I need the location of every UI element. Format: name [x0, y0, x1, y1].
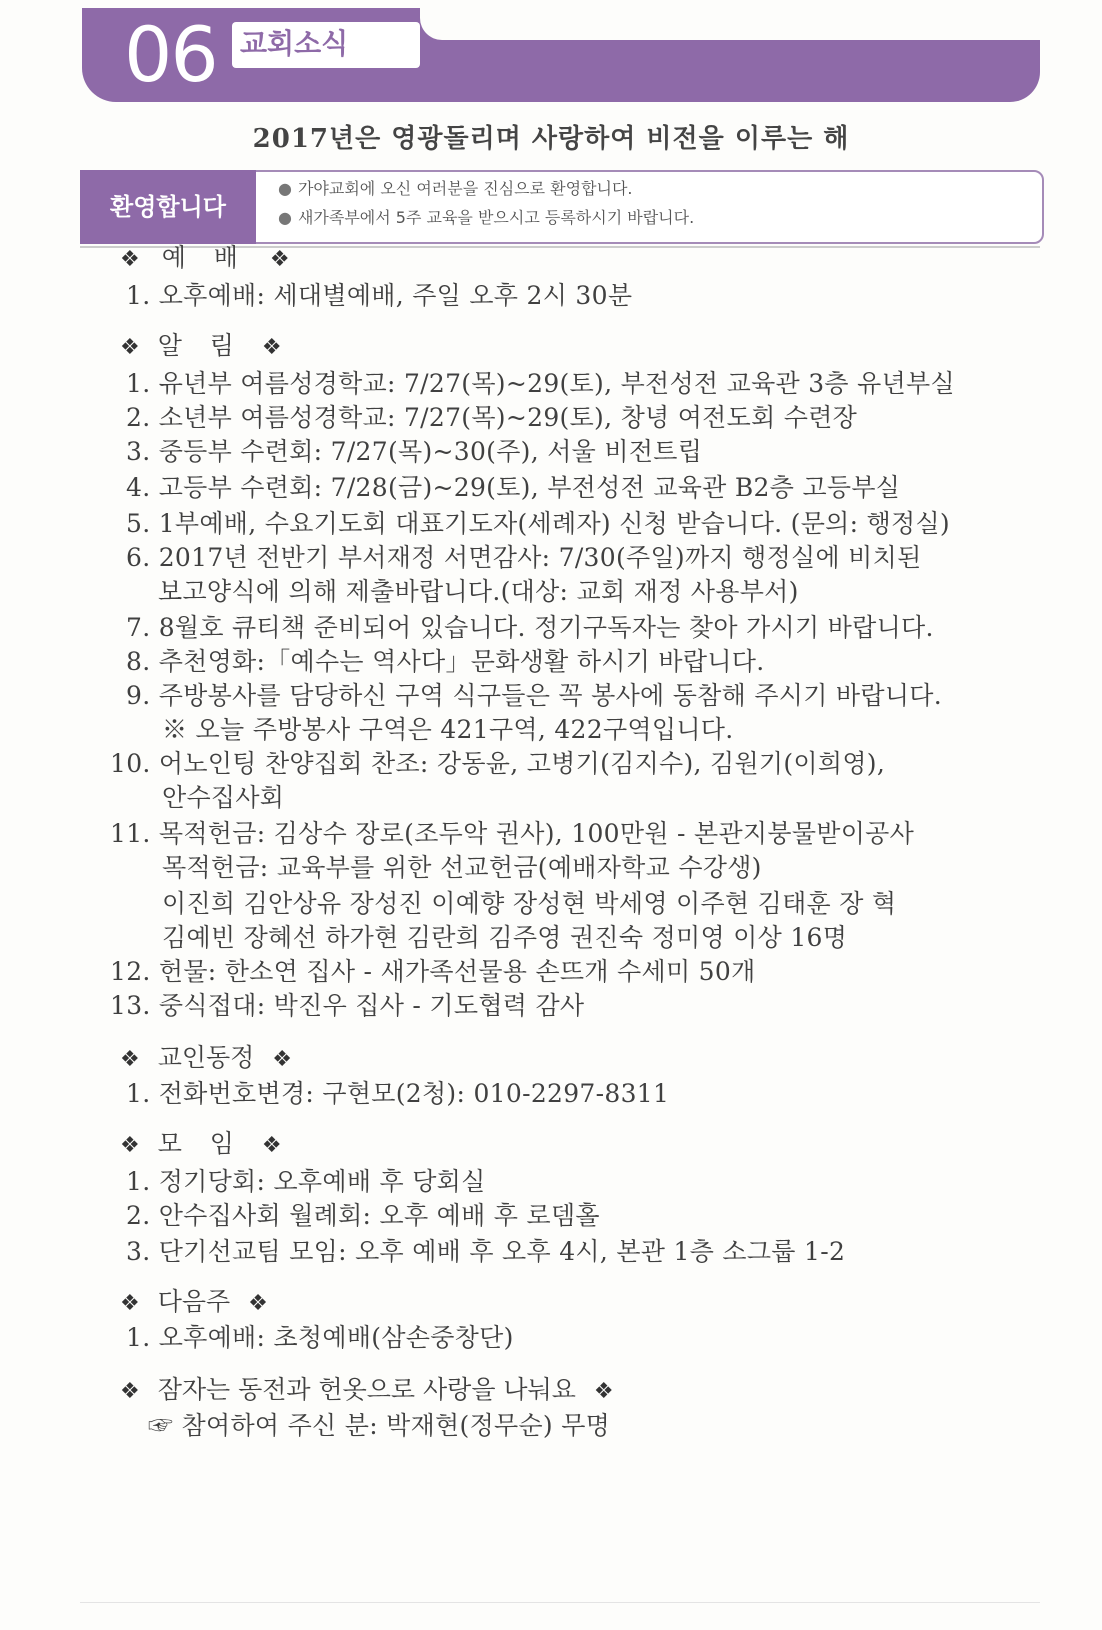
section-heading-donation [120, 1370, 614, 1406]
ornament-icon: ❖ [272, 1047, 292, 1072]
ornament-icon: ❖ [120, 1379, 140, 1404]
welcome-line-text: 가야교회에 오신 여러분을 진심으로 환영합니다. [297, 179, 633, 198]
ornament-icon: ❖ [248, 1291, 268, 1316]
section-heading-meetings [120, 1124, 282, 1160]
heading-text: 다음주 [157, 1287, 231, 1316]
list-item: 2. 소년부 여름성경학교: 7/27(목)~29(토), 창녕 여전도회 수련장 [126, 403, 858, 432]
ornament-icon: ❖ [120, 335, 140, 360]
list-item: 1. 정기당회: 오후예배 후 당회실 [126, 1167, 486, 1196]
list-item: 4. 고등부 수련회: 7/28(금)~29(토), 부전성전 교육관 B2층 고등부실 [126, 473, 901, 502]
list-item-continued: 보고양식에 의해 제출바랍니다.(대상: 교회 재정 사용부서) [158, 577, 799, 606]
list-item-continued: 안수집사회 [162, 783, 285, 812]
heading-text: 모 임 [157, 1129, 244, 1158]
ornament-icon: ❖ [120, 247, 140, 272]
list-item: 3. 중등부 수련회: 7/27(목)~30(주), 서울 비전트립 [126, 437, 703, 466]
ornament-icon: ❖ [261, 335, 282, 360]
list-item-continued: 목적헌금: 교육부를 위한 선교헌금(예배자학교 수강생) [162, 853, 762, 882]
annual-motto: 2017년은 영광돌리며 사랑하여 비전을 이루는 해 [252, 124, 850, 154]
list-item: 11. 목적헌금: 김상수 장로(조두악 권사), 100만원 - 본관지붕물받이공사 [110, 819, 915, 848]
welcome-line [278, 176, 633, 199]
welcome-line-text: 새가족부에서 5주 교육을 받으시고 등록하시기 바랍니다. [297, 208, 695, 227]
list-item-continued: 이진희 김안상유 장성진 이예향 장성현 박세영 이주현 김태훈 장 혁 [162, 889, 897, 918]
header-cutout [420, 8, 1040, 40]
ornament-icon: ❖ [593, 1379, 614, 1404]
list-item: 13. 중식접대: 박진우 집사 - 기도협력 감사 [110, 991, 585, 1020]
list-item-continued: 김예빈 장혜선 하가현 김란희 김주영 권진숙 정미영 이상 16명 [162, 923, 848, 952]
list-item: 1. 오후예배: 세대별예배, 주일 오후 2시 30분 [126, 281, 633, 310]
list-item: ☞ 참여하여 주신 분: 박재현(정무순) 무명 [148, 1411, 611, 1440]
section-heading-next-week [120, 1282, 268, 1318]
section-title: 교회소식 [240, 27, 349, 60]
ornament-icon: ❖ [269, 247, 290, 272]
list-item: 1. 전화번호변경: 구현모(2청): 010-2297-8311 [126, 1079, 670, 1108]
list-item: 3. 단기선교팀 모임: 오후 예배 후 오후 4시, 본관 1층 소그룹 1-2 [126, 1237, 846, 1266]
welcome-line [278, 205, 694, 228]
section-heading-worship [120, 238, 290, 274]
bullet-icon: ● [278, 208, 292, 227]
ornament-icon: ❖ [120, 1133, 140, 1158]
section-number: 06 [124, 10, 217, 99]
list-item: 1. 유년부 여름성경학교: 7/27(목)~29(토), 부전성전 교육관 3층 유년부실 [126, 369, 955, 398]
ornament-icon: ❖ [120, 1047, 140, 1072]
list-item: 5. 1부예배, 수요기도회 대표기도자(세례자) 신청 받습니다. (문의: 행정실) [126, 509, 950, 538]
heading-text: 알 림 [157, 331, 244, 360]
bullet-icon: ● [278, 179, 292, 198]
list-item: 2. 안수집사회 월례회: 오후 예배 후 로뎀홀 [126, 1201, 600, 1230]
welcome-label: 환영합니다 [110, 193, 226, 221]
section-heading-members [120, 1038, 292, 1074]
ornament-icon: ❖ [261, 1133, 282, 1158]
list-item: 9. 주방봉사를 담당하신 구역 식구들은 꼭 봉사에 동참해 주시기 바랍니다. [126, 681, 942, 710]
list-item: 7. 8월호 큐티책 준비되어 있습니다. 정기구독자는 찾아 가시기 바랍니다. [126, 613, 934, 642]
list-item-note: ※ 오늘 주방봉사 구역은 421구역, 422구역입니다. [162, 715, 734, 744]
footer-divider [80, 1602, 1040, 1603]
list-item: 1. 오후예배: 초청예배(삼손중창단) [126, 1323, 514, 1352]
heading-text: 잠자는 동전과 헌옷으로 사랑을 나눠요 [157, 1375, 576, 1404]
heading-text: 교인동정 [157, 1043, 255, 1072]
list-item: 8. 추천영화:「예수는 역사다」문화생활 하시기 바랍니다. [126, 647, 765, 676]
list-item: 6. 2017년 전반기 부서재정 서면감사: 7/30(주일)까지 행정실에 비치된 [126, 543, 922, 572]
list-item: 10. 어노인팅 찬양집회 찬조: 강동윤, 고병기(김지수), 김원기(이희영), [110, 749, 886, 778]
heading-text: 예 배 [161, 243, 248, 272]
section-heading-notices [120, 326, 282, 362]
ornament-icon: ❖ [120, 1291, 140, 1316]
list-item: 12. 헌물: 한소연 집사 - 새가족선물용 손뜨개 수세미 50개 [110, 957, 756, 986]
